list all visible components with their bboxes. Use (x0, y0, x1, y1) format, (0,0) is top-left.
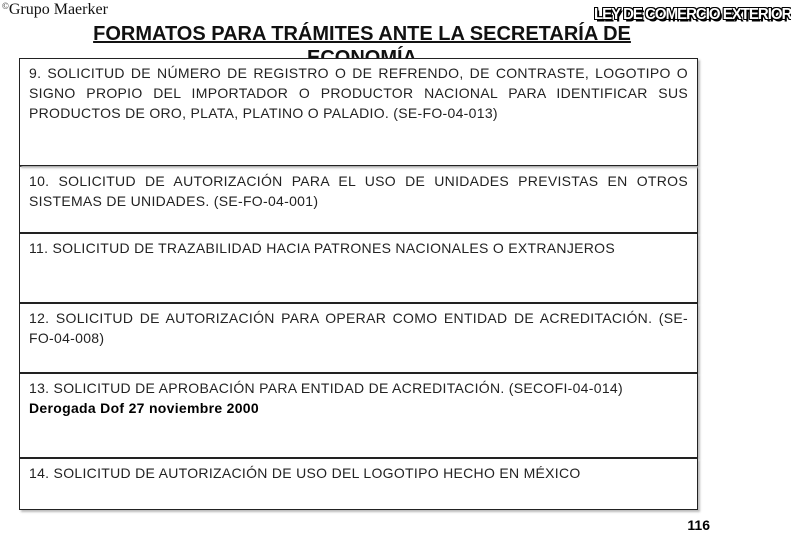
list-item (19, 58, 698, 166)
page-number: 116 (687, 517, 710, 533)
list-item (19, 166, 698, 233)
brand-label: Grupo Maerker (8, 1, 108, 18)
list-item (19, 458, 698, 510)
list-item (19, 373, 698, 458)
item-text: 10. SOLICITUD DE AUTORIZACIÓN PARA EL USO DE UNIDADES PREVISTAS EN OTROS SISTEMAS DE UNIDADES. (SE-FO-04-001) (29, 173, 688, 209)
item-text: 12. SOLICITUD DE AUTORIZACIÓN PARA OPERAR COMO ENTIDAD DE ACREDITACIÓN. (SE-FO-04-008) (29, 310, 688, 346)
list-item (19, 233, 698, 303)
copyright-symbol: © (2, 1, 9, 11)
brand-name (2, 1, 108, 19)
item-text: 11. SOLICITUD DE TRAZABILIDAD HACIA PATRONES NACIONALES O EXTRANJEROS (29, 240, 616, 256)
page-title: FORMATOS PARA TRÁMITES ANTE LA SECRETARÍA DE (93, 23, 631, 45)
ley-comercio-exterior-logo: LEY DE COMERCIO EXTERIOR (594, 5, 791, 24)
item-text: 14. SOLICITUD DE AUTORIZACIÓN DE USO DEL LOGOTIPO HECHO EN MÉXICO (29, 465, 581, 481)
item-text: 13. SOLICITUD DE APROBACIÓN PARA ENTIDAD DE ACREDITACIÓN. (SECOFI-04-014) (29, 380, 623, 396)
item-note: Derogada Dof 27 noviembre 2000 (29, 400, 259, 416)
list-item (19, 303, 698, 373)
item-text: 9. SOLICITUD DE NÚMERO DE REGISTRO O DE REFRENDO, DE CONTRASTE, LOGOTIPO O SIGNO PROPIO DEL IMPORTADOR O PRODUCTOR NACIONAL PARA IDENTIFICAR SUS PRODUCTOS DE ORO, PLATA, PLATINO O PALADIO. (SE-FO-04-013) (29, 65, 688, 121)
